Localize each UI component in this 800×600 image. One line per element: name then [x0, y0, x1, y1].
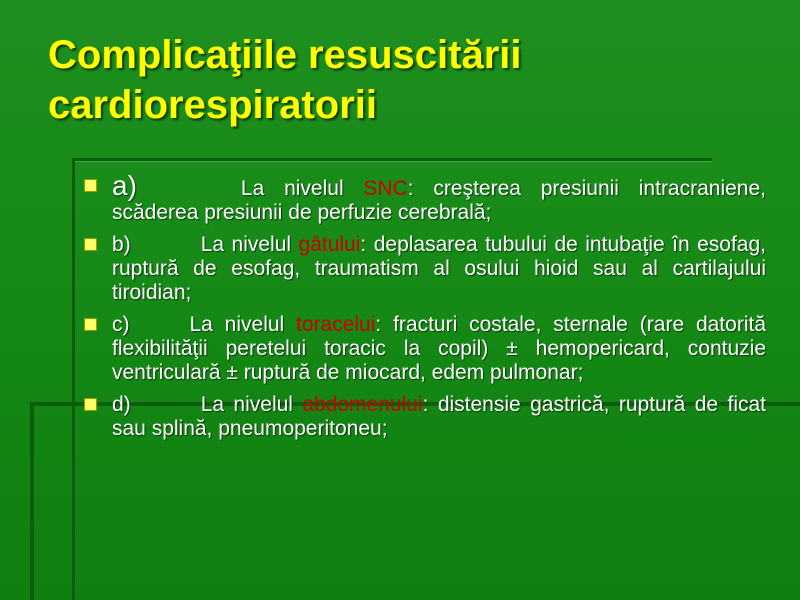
item-highlight: toracelui	[296, 313, 376, 336]
bullet-list	[84, 170, 767, 449]
item-marker: d)	[112, 393, 131, 416]
item-highlight: SNC	[363, 177, 408, 200]
list-item	[84, 313, 766, 385]
list-item	[84, 233, 766, 305]
list-item	[84, 170, 767, 225]
decorative-line-top	[72, 158, 712, 161]
item-text: : fracturi costale, sternale (rare datorită flexibilităţii peretelui toracic la copil) ± hemopericard, contuzie ventriculară ± ruptură de miocard, edem pulmonar;	[112, 313, 766, 384]
item-marker: c)	[112, 313, 130, 336]
item-text: : distensie gastrică, ruptură de ficat sau splină, pneumoperitoneu;	[112, 393, 766, 440]
item-marker: b)	[112, 233, 131, 256]
item-prefix: La nivelul	[200, 393, 303, 416]
square-bullet-icon	[84, 238, 97, 251]
item-highlight: gâtului	[298, 233, 361, 256]
slide-title: Complicaţiile resuscitării cardiorespiratorii	[48, 33, 522, 127]
list-item	[84, 393, 766, 441]
item-highlight: abdomenului	[302, 393, 423, 416]
item-prefix: La nivelul	[200, 233, 299, 256]
item-prefix: La nivelul	[240, 177, 364, 200]
square-bullet-icon	[84, 398, 97, 411]
item-text: : deplasarea tubului de intubaţie în esofag, ruptură de esofag, traumatism al osului hioid sau al cartilajului tiroidian;	[112, 233, 766, 304]
item-marker: a)	[112, 170, 137, 201]
square-bullet-icon	[84, 179, 97, 192]
item-prefix: La nivelul	[189, 313, 297, 336]
square-bullet-icon	[84, 318, 97, 331]
item-text: : creşterea presiunii intracraniene, scăderea presiunii de perfuzie cerebrală;	[112, 177, 767, 224]
